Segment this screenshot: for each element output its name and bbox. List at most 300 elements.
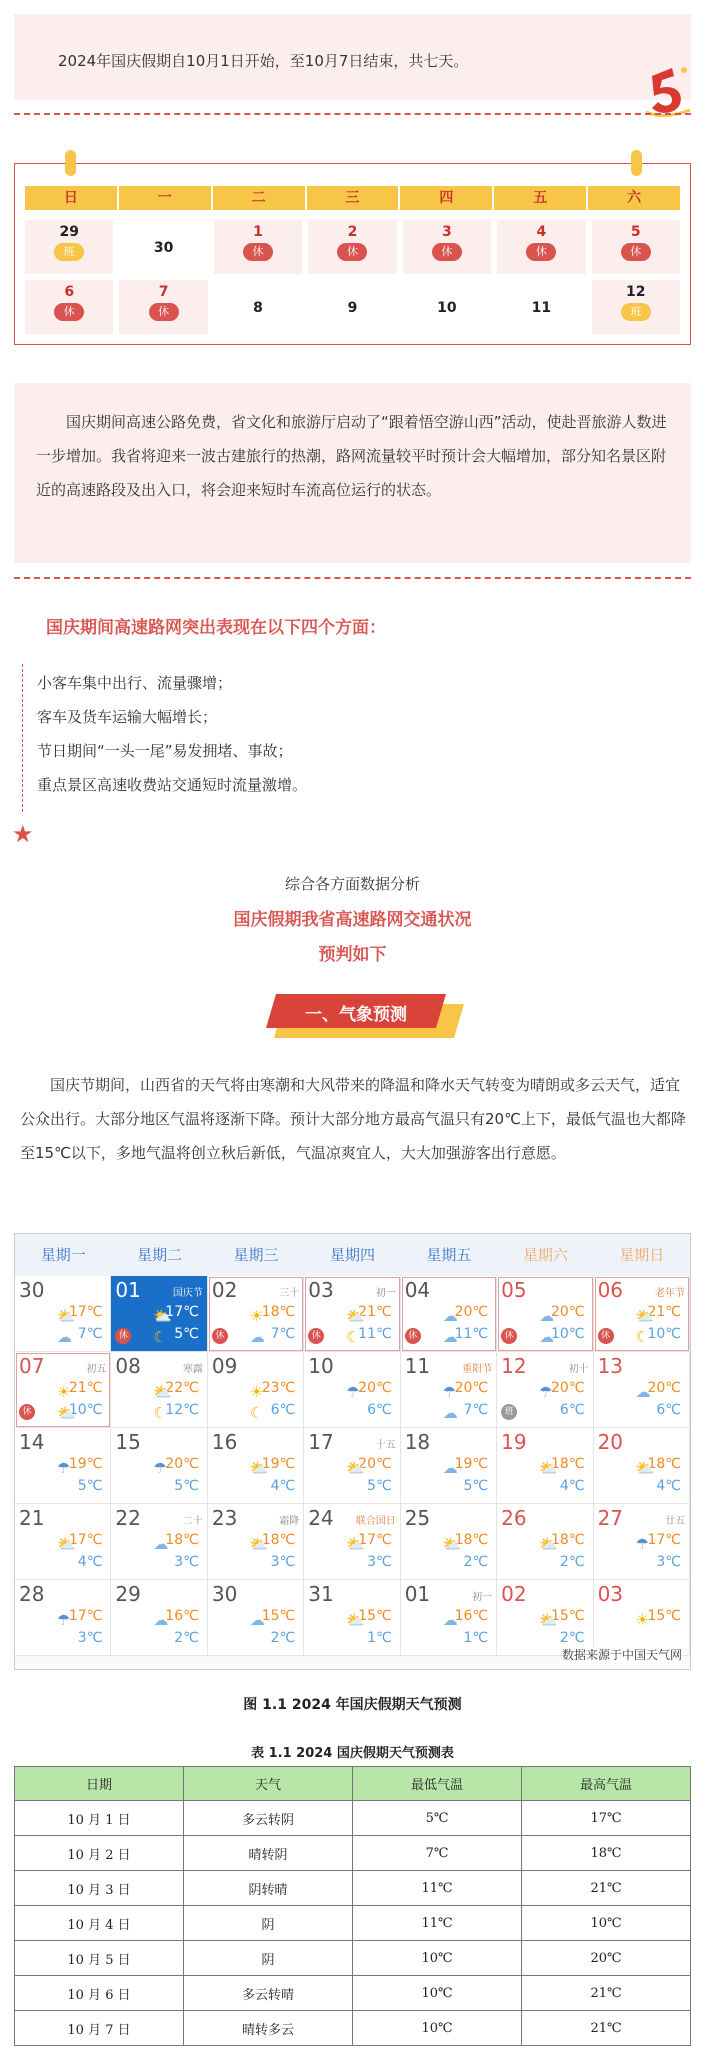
weather-icon: ☁ — [57, 1328, 72, 1346]
calendar-day — [403, 280, 491, 334]
table-cell: 10 月 4 日 — [15, 1906, 184, 1941]
weather-day-cell — [208, 1428, 304, 1504]
lunar-tag: 三十 — [279, 1288, 300, 1299]
paragraph-highway: 国庆期间高速公路免费，省文化和旅游厅启动了“跟着悟空游山西”活动，使赴晋旅游人数进一步增加。我省将迎来一波古建旅行的热潮，路网流量较平时预计会大幅增加，部分知名景区附近的高速路段及出入口，将会迎来短时车流高位运行的状态。 — [36, 413, 667, 499]
high-temp: 15℃ — [647, 1608, 681, 1624]
lunar-tag: 十五 — [375, 1440, 396, 1451]
day-number: 05 — [501, 1278, 527, 1302]
high-temp: 20℃ — [551, 1380, 585, 1396]
weather-icon: ☀ — [249, 1383, 264, 1401]
calendar-ring-right — [631, 150, 642, 176]
day-number: 15 — [115, 1430, 141, 1454]
weather-day-cell — [111, 1580, 207, 1656]
table-cell: 11℃ — [353, 1871, 522, 1906]
day-number: 18 — [404, 1430, 431, 1454]
weather-day-cell — [208, 1276, 304, 1352]
high-temp: 15℃ — [358, 1608, 392, 1624]
headline-line-2: 预判如下 — [318, 945, 387, 965]
lunar-tag: 初一 — [472, 1592, 493, 1603]
weather-day-cell — [111, 1504, 207, 1580]
paragraph-weather: 国庆节期间，山西省的天气将由寒潮和大风带来的降温和降水天气转变为晴朗或多云天气，适宜公众出行。大部分地区气温将逐渐下降。预计大部分地方最高气温只有20℃上下，最低气温也大都降至15℃以下，多地气温将创立秋后新低，气温凉爽宜人，大大加强游客出行意愿。 — [20, 1076, 686, 1162]
low-temp: 5℃ — [367, 1478, 392, 1494]
weather-icon: ⛅ — [346, 1535, 365, 1553]
low-temp: 11℃ — [358, 1326, 392, 1342]
day-number: 21 — [19, 1506, 45, 1530]
high-temp: 18℃ — [261, 1532, 296, 1548]
weather-icon: ☁ — [635, 1383, 651, 1401]
day-number: 6 — [64, 284, 75, 300]
day-number: 09 — [211, 1354, 238, 1378]
day-number: 4 — [536, 224, 547, 240]
weather-icon: ☂ — [635, 1535, 650, 1553]
weather-day-cell — [304, 1580, 400, 1656]
weekday-label: 星期三 — [233, 1246, 279, 1264]
high-temp: 20℃ — [165, 1456, 199, 1472]
weather-icon: ⛅ — [153, 1383, 173, 1401]
weather-day-cell — [401, 1352, 497, 1428]
table-cell: 10 月 5 日 — [15, 1941, 184, 1976]
low-temp: 2℃ — [559, 1630, 585, 1646]
high-temp: 21℃ — [647, 1304, 681, 1320]
weather-calendar — [14, 1233, 691, 1670]
high-temp: 17℃ — [68, 1532, 103, 1548]
weather-icon: ☾ — [635, 1328, 650, 1346]
calendar-day — [403, 220, 491, 274]
weather-day-cell — [111, 1276, 207, 1352]
table-cell: 20℃ — [522, 1941, 691, 1976]
day-number: 03 — [597, 1582, 624, 1606]
table-cell: 10℃ — [353, 2011, 522, 2046]
weather-icon: ☁ — [539, 1307, 555, 1325]
banner-title: 一、气象预测 — [305, 1005, 407, 1025]
lunar-tag: 初五 — [86, 1364, 107, 1375]
weather-icon: ☾ — [153, 1328, 167, 1346]
weather-day-cell — [497, 1276, 593, 1352]
weather-day-cell — [401, 1428, 497, 1504]
day-number: 03 — [308, 1278, 334, 1302]
calendar-day — [119, 220, 207, 274]
weather-icon: ☁ — [442, 1328, 458, 1346]
weather-day-cell — [304, 1428, 400, 1504]
weekday-label: 五 — [494, 186, 586, 210]
table-cell: 10 月 7 日 — [15, 2011, 184, 2046]
intro-box — [14, 14, 691, 100]
high-temp: 20℃ — [551, 1304, 585, 1320]
calendar-day — [25, 280, 113, 334]
low-temp: 2℃ — [559, 1554, 585, 1570]
table-cell: 阴转晴 — [184, 1871, 353, 1906]
calendar-day — [308, 280, 396, 334]
table-cell: 晴转多云 — [184, 2011, 353, 2046]
table-cell: 阴 — [184, 1941, 353, 1976]
table-cell: 阴 — [184, 1906, 353, 1941]
table-row — [15, 1941, 691, 1976]
divider-1 — [14, 113, 691, 115]
weather-source: 数据来源于中国天气网 — [561, 1648, 682, 1662]
day-number: 26 — [501, 1506, 527, 1530]
lunar-tag: 二十 — [182, 1516, 203, 1527]
high-temp: 18℃ — [261, 1304, 296, 1320]
weather-icon: ☀ — [635, 1611, 650, 1629]
low-temp: 7℃ — [77, 1326, 103, 1342]
table-cell: 11℃ — [353, 1906, 522, 1941]
day-number: 01 — [404, 1582, 431, 1606]
workday-badge: 班 — [54, 243, 84, 261]
bullet-item: 节日期间“一头一尾”易发拥堵、事故； — [37, 742, 293, 760]
table-cell: 10 月 1 日 — [15, 1801, 184, 1836]
weather-day-cell — [594, 1276, 690, 1352]
day-number: 01 — [115, 1278, 141, 1302]
day-number: 2 — [347, 224, 358, 240]
low-temp: 2℃ — [174, 1630, 199, 1646]
weekday-label: 日 — [25, 186, 117, 210]
day-number: 12 — [626, 284, 646, 300]
lunar-tag: 初一 — [375, 1288, 396, 1299]
star-icon: ★ — [12, 820, 34, 848]
weather-icon: ☁ — [442, 1611, 458, 1629]
day-number: 17 — [308, 1430, 334, 1454]
table-cell: 21℃ — [522, 1976, 691, 2011]
holiday-calendar — [14, 163, 691, 345]
table-caption: 表 1.1 2024 国庆假期天气预测表 — [251, 1746, 454, 1761]
table-cell: 晴转阴 — [184, 1836, 353, 1871]
holiday-mark: 休 — [212, 1328, 228, 1344]
table-cell: 7℃ — [353, 1836, 522, 1871]
high-temp: 20℃ — [454, 1380, 489, 1396]
low-temp: 6℃ — [656, 1402, 681, 1418]
weather-icon: ⛅ — [539, 1459, 558, 1477]
weather-day-cell — [208, 1504, 304, 1580]
weather-icon: ⛅ — [153, 1307, 173, 1325]
low-temp: 7℃ — [270, 1326, 296, 1342]
weather-icon: ☁ — [249, 1611, 265, 1629]
low-temp: 3℃ — [174, 1554, 199, 1570]
number-five-logo — [644, 62, 694, 120]
weather-icon: ☀ — [57, 1383, 71, 1401]
low-temp: 3℃ — [656, 1554, 681, 1570]
weather-icon: ☾ — [153, 1404, 167, 1422]
weather-icon: ☾ — [249, 1404, 264, 1422]
low-temp: 2℃ — [463, 1554, 489, 1570]
high-temp: 21℃ — [68, 1380, 103, 1396]
weather-day-cell — [15, 1428, 111, 1504]
high-temp: 18℃ — [551, 1456, 585, 1472]
low-temp: 5℃ — [174, 1326, 199, 1342]
table-header: 天气 — [184, 1767, 353, 1801]
calendar-day — [214, 220, 302, 274]
weekday-label: 六 — [588, 186, 680, 210]
weather-day-cell — [594, 1580, 690, 1656]
low-temp: 12℃ — [165, 1402, 199, 1418]
bullet-item: 客车及货车运输大幅增长； — [37, 708, 218, 726]
low-temp: 10℃ — [551, 1326, 585, 1342]
weather-icon: ⛅ — [635, 1459, 655, 1477]
headline-line-1: 国庆假期我省高速路网交通状况 — [233, 910, 472, 930]
weather-day-cell — [15, 1276, 111, 1352]
weekday-label: 星期二 — [137, 1246, 183, 1264]
table-cell: 10℃ — [353, 1941, 522, 1976]
low-temp: 7℃ — [463, 1402, 489, 1418]
table-cell: 10 月 6 日 — [15, 1976, 184, 2011]
high-temp: 17℃ — [647, 1532, 681, 1548]
weather-icon: ⛅ — [346, 1611, 365, 1629]
high-temp: 20℃ — [358, 1380, 392, 1396]
weather-icon: ☁ — [442, 1307, 458, 1325]
high-temp: 23℃ — [261, 1380, 296, 1396]
calendar-week-1 — [25, 220, 680, 274]
day-number: 30 — [153, 240, 174, 256]
bullet-list — [22, 664, 622, 812]
weather-icon: ☀ — [249, 1307, 264, 1325]
table-header-row — [15, 1767, 691, 1801]
day-number: 7 — [158, 284, 169, 300]
day-number: 28 — [19, 1582, 45, 1606]
weekday-label: 三 — [307, 186, 399, 210]
day-number: 10 — [437, 300, 457, 316]
table-row — [15, 2011, 691, 2046]
lunar-tag: 国庆节 — [172, 1288, 203, 1299]
high-temp: 15℃ — [551, 1608, 585, 1624]
calendar-day — [592, 280, 680, 334]
weather-day-cell — [594, 1428, 690, 1504]
day-number: 29 — [115, 1582, 141, 1606]
weather-day-cell — [497, 1428, 593, 1504]
weather-day-cell — [497, 1580, 593, 1656]
table-row — [15, 1801, 691, 1836]
weekday-label: 星期四 — [329, 1246, 375, 1264]
holiday-badge: 休 — [526, 243, 556, 261]
weather-day-cell — [594, 1504, 690, 1580]
day-number: 19 — [501, 1430, 527, 1454]
calendar-week-2 — [25, 280, 680, 334]
table-row — [15, 1906, 691, 1941]
high-temp: 16℃ — [454, 1608, 489, 1624]
calendar-day — [214, 280, 302, 334]
low-temp: 4℃ — [270, 1478, 296, 1494]
weather-day-cell — [15, 1352, 111, 1428]
holiday-badge: 休 — [54, 303, 84, 321]
day-number: 31 — [308, 1582, 334, 1606]
day-number: 22 — [115, 1506, 141, 1530]
low-temp: 6℃ — [270, 1402, 296, 1418]
table-cell: 18℃ — [522, 1836, 691, 1871]
weather-icon: ⛅ — [442, 1535, 462, 1553]
weather-day-cell — [111, 1428, 207, 1504]
high-temp: 15℃ — [261, 1608, 296, 1624]
weather-weekday-header — [15, 1234, 690, 1276]
low-temp: 3℃ — [367, 1554, 392, 1570]
weather-day-cell — [304, 1276, 400, 1352]
weekday-label: 星期五 — [426, 1246, 472, 1264]
day-number: 3 — [442, 224, 452, 240]
day-number: 23 — [211, 1506, 238, 1530]
low-temp: 6℃ — [559, 1402, 585, 1418]
day-number: 08 — [115, 1354, 141, 1378]
day-number: 06 — [597, 1278, 624, 1302]
low-temp: 3℃ — [270, 1554, 296, 1570]
lunar-tag: 联合国日 — [355, 1516, 396, 1527]
day-number: 30 — [211, 1582, 238, 1606]
weather-day-cell — [401, 1276, 497, 1352]
high-temp: 17℃ — [68, 1608, 103, 1624]
holiday-mark: 休 — [405, 1328, 421, 1344]
holiday-mark: 班 — [501, 1404, 517, 1420]
table-header: 日期 — [15, 1767, 184, 1801]
weather-day-cell — [497, 1504, 593, 1580]
weather-icon: ☁ — [539, 1328, 555, 1346]
calendar-day — [592, 220, 680, 274]
weather-icon: ☂ — [346, 1383, 360, 1401]
high-temp: 19℃ — [261, 1456, 296, 1472]
weekday-label: 星期日 — [619, 1246, 665, 1264]
bullet-item: 重点景区高速收费站交通短时流量激增。 — [37, 776, 308, 794]
weather-icon: ⛅ — [539, 1611, 558, 1629]
weather-day-cell — [15, 1504, 111, 1580]
holiday-mark: 休 — [19, 1404, 35, 1420]
low-temp: 6℃ — [367, 1402, 392, 1418]
table-header: 最高气温 — [522, 1767, 691, 1801]
low-temp: 11℃ — [454, 1326, 489, 1342]
weather-day-cell — [401, 1504, 497, 1580]
low-temp: 1℃ — [463, 1630, 489, 1646]
weather-icon: ☁ — [442, 1459, 458, 1477]
low-temp: 4℃ — [656, 1478, 681, 1494]
high-temp: 19℃ — [454, 1456, 489, 1472]
table-cell: 10℃ — [522, 1906, 691, 1941]
day-number: 8 — [253, 300, 263, 316]
low-temp: 2℃ — [270, 1630, 296, 1646]
weather-icon: ☁ — [153, 1535, 169, 1553]
low-temp: 10℃ — [647, 1326, 681, 1342]
table-header: 最低气温 — [353, 1767, 522, 1801]
day-number: 11 — [531, 300, 552, 316]
day-number: 5 — [630, 224, 641, 240]
lunar-tag: 廿五 — [665, 1516, 685, 1527]
weekday-label: 星期六 — [522, 1246, 568, 1264]
high-temp: 20℃ — [647, 1380, 681, 1396]
holiday-badge: 休 — [337, 243, 367, 261]
holiday-badge: 休 — [432, 243, 462, 261]
day-number: 25 — [404, 1506, 431, 1530]
weekday-label: 星期一 — [40, 1246, 86, 1264]
weather-day-cell — [111, 1352, 207, 1428]
day-number: 04 — [404, 1278, 431, 1302]
holiday-mark: 休 — [501, 1328, 517, 1344]
high-temp: 17℃ — [68, 1304, 103, 1320]
high-temp: 17℃ — [165, 1304, 199, 1320]
figure-caption: 图 1.1 2024 年国庆假期天气预测 — [243, 1697, 462, 1713]
low-temp: 10℃ — [68, 1402, 103, 1418]
day-number: 16 — [211, 1430, 238, 1454]
lunar-tag: 初十 — [568, 1364, 589, 1375]
weather-forecast-table — [14, 1766, 691, 2046]
low-temp: 1℃ — [367, 1630, 392, 1646]
weather-icon: ⛅ — [57, 1535, 76, 1553]
weather-icon: ⛅ — [635, 1307, 655, 1325]
table-cell: 多云转晴 — [184, 1976, 353, 2011]
table-cell: 多云转阴 — [184, 1801, 353, 1836]
low-temp: 4℃ — [559, 1478, 585, 1494]
intro-text: 2024年国庆假期自10月1日开始，至10月7日结束，共七天。 — [58, 52, 469, 70]
weather-day-cell — [304, 1504, 400, 1580]
holiday-mark: 休 — [115, 1328, 131, 1344]
low-temp: 3℃ — [77, 1630, 103, 1646]
high-temp: 16℃ — [165, 1608, 199, 1624]
table-cell: 10 月 2 日 — [15, 1836, 184, 1871]
section-title: 国庆期间高速路网突出表现在以下四个方面： — [46, 618, 386, 638]
high-temp: 22℃ — [165, 1380, 199, 1396]
weather-day-cell — [594, 1352, 690, 1428]
calendar-weekday-header — [25, 186, 680, 210]
calendar-day — [25, 220, 113, 274]
calendar-day — [497, 220, 585, 274]
lunar-tag: 老年节 — [655, 1288, 685, 1299]
workday-badge: 班 — [621, 303, 651, 321]
weather-day-cell — [15, 1580, 111, 1656]
calendar-day — [497, 280, 585, 334]
day-number: 27 — [597, 1506, 624, 1530]
weather-day-cell — [401, 1580, 497, 1656]
day-number: 9 — [347, 300, 358, 316]
weather-icon: ☂ — [57, 1611, 71, 1629]
low-temp: 4℃ — [77, 1554, 103, 1570]
table-cell: 17℃ — [522, 1801, 691, 1836]
day-number: 29 — [59, 224, 79, 240]
table-cell: 21℃ — [522, 1871, 691, 1906]
weather-icon: ⛅ — [346, 1307, 365, 1325]
weather-icon: ☾ — [346, 1328, 360, 1346]
holiday-mark: 休 — [308, 1328, 324, 1344]
day-number: 10 — [308, 1354, 334, 1378]
holiday-mark: 休 — [598, 1328, 614, 1344]
weather-icon: ⛅ — [346, 1459, 365, 1477]
low-temp: 5℃ — [174, 1478, 199, 1494]
weather-icon: ⛅ — [539, 1535, 558, 1553]
holiday-badge: 休 — [243, 243, 273, 261]
analysis-caption: 综合各方面数据分析 — [284, 875, 420, 893]
table-cell: 21℃ — [522, 2011, 691, 2046]
bullet-item: 小客车集中出行、流量骤增； — [37, 674, 233, 692]
table-row — [15, 1976, 691, 2011]
lunar-tag: 寒露 — [182, 1364, 203, 1375]
calendar-ring-left — [65, 150, 76, 176]
day-number: 30 — [19, 1278, 45, 1302]
weekday-label: 一 — [119, 186, 211, 210]
table-cell: 10 月 3 日 — [15, 1871, 184, 1906]
weather-icon: ⛅ — [57, 1404, 76, 1422]
day-number: 07 — [19, 1354, 45, 1378]
weather-icon: ☁ — [249, 1328, 265, 1346]
high-temp: 20℃ — [358, 1456, 392, 1472]
low-temp: 5℃ — [463, 1478, 489, 1494]
table-row — [15, 1871, 691, 1906]
weather-day-cell — [304, 1352, 400, 1428]
weather-day-cell — [497, 1352, 593, 1428]
high-temp: 20℃ — [454, 1304, 489, 1320]
holiday-badge: 休 — [621, 243, 651, 261]
day-number: 11 — [404, 1354, 431, 1378]
weather-icon: ☁ — [153, 1611, 169, 1629]
weather-icon: ⛅ — [249, 1535, 269, 1553]
calendar-day — [119, 280, 207, 334]
calendar-day — [308, 220, 396, 274]
high-temp: 18℃ — [165, 1532, 199, 1548]
weather-icon: ⛅ — [57, 1307, 76, 1325]
weekday-label: 四 — [400, 186, 492, 210]
day-number: 13 — [597, 1354, 624, 1378]
holiday-badge: 休 — [149, 303, 179, 321]
low-temp: 5℃ — [77, 1478, 103, 1494]
